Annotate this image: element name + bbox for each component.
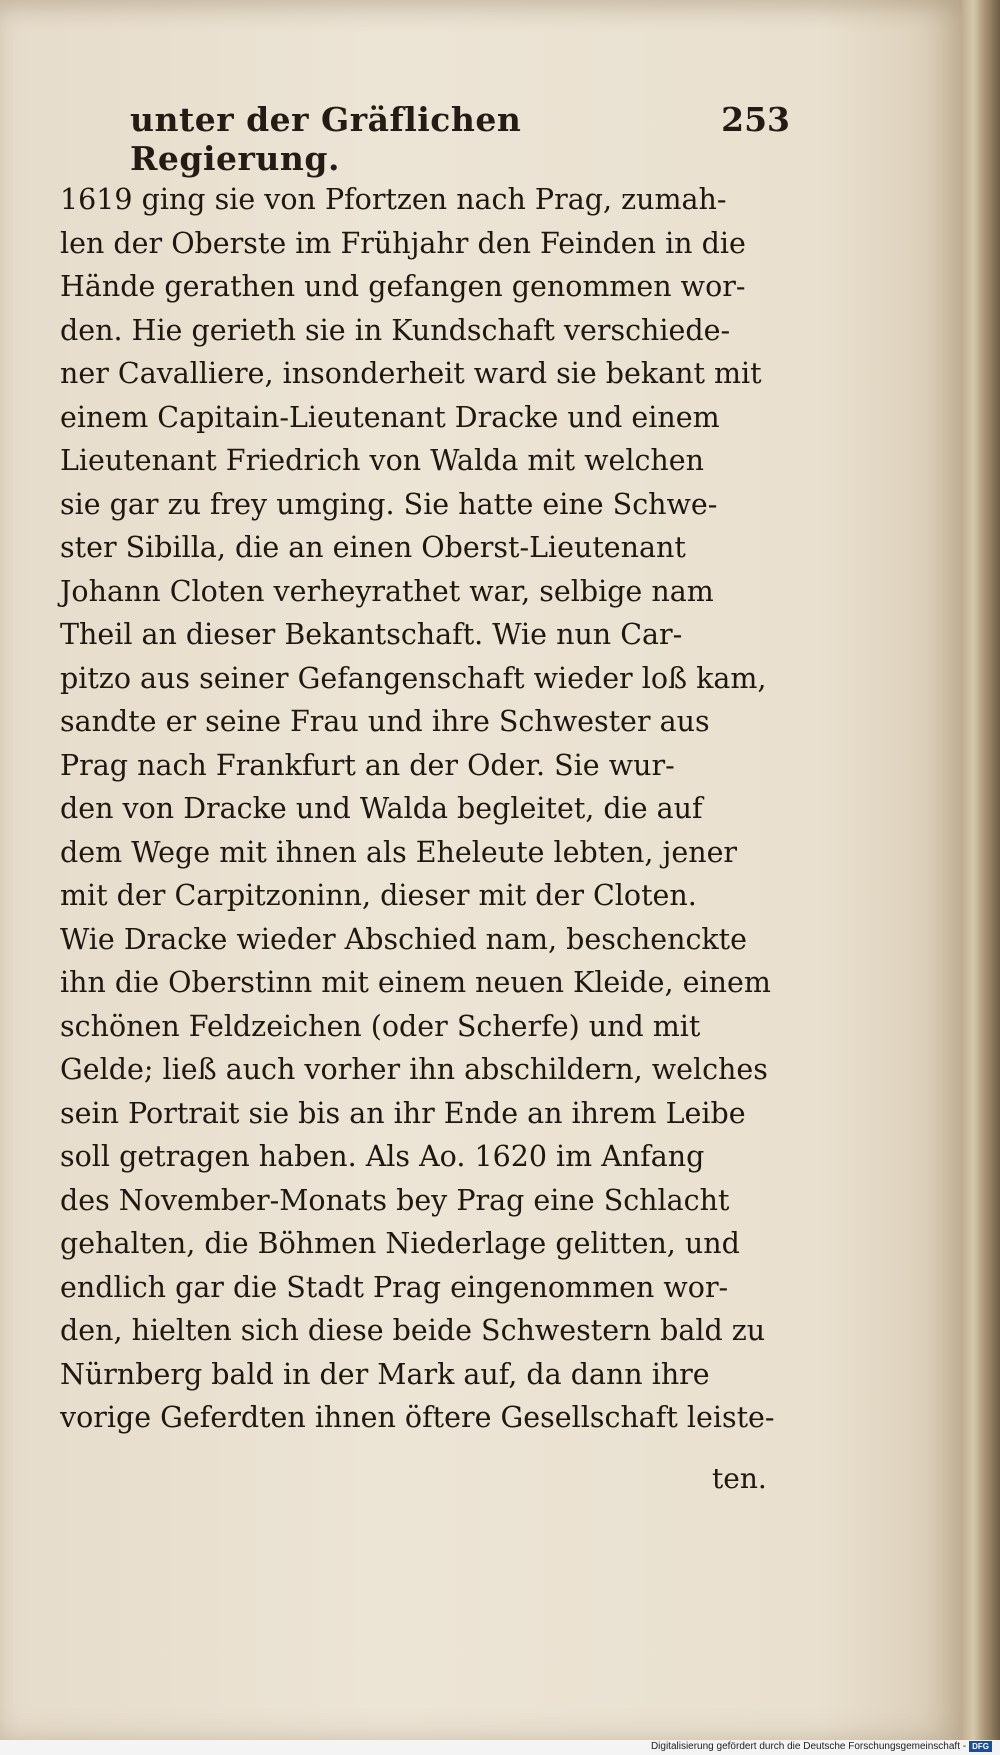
text-line: Prag nach Frankfurt an der Oder. Sie wur- (60, 748, 675, 782)
text-line: len der Oberste im Frühjahr den Feinden in die (60, 226, 746, 260)
text-line: mit der Carpitzoninn, dieser mit der Cloten. (60, 879, 697, 912)
page-number: 253 (721, 100, 790, 139)
text-line: ster Sibilla, die an einen Oberst-Lieutenant (60, 531, 686, 564)
text-line: ihn die Oberstinn mit einem neuen Kleide, einem (60, 966, 771, 999)
text-line: sie gar zu frey umging. Sie hatte eine Schwe- (60, 487, 718, 521)
text-line: Johann Cloten verheyrathet war, selbige nam (60, 574, 714, 608)
text-line: den. Hie gerieth sie in Kundschaft verschiede- (60, 313, 731, 347)
text-line: vorige Geferdten ihnen öftere Gesellschaft leiste- (60, 1401, 775, 1434)
text-line: Wie Dracke wieder Abschied nam, beschenckte (60, 922, 747, 956)
digitization-credit (651, 1741, 992, 1752)
text-line: des November-Monats bey Prag eine Schlacht (60, 1183, 730, 1217)
text-line: endlich gar die Stadt Prag eingenommen wor- (60, 1270, 729, 1304)
text-line: einem Capitain-Lieutenant Dracke und einem (60, 400, 720, 434)
body-text (60, 178, 820, 1440)
text-line: schönen Feldzeichen (oder Scherfe) und mit (60, 1009, 701, 1043)
text-line: gehalten, die Böhmen Niederlage gelitten, und (60, 1227, 740, 1260)
page-edge (962, 0, 1000, 1740)
dfg-logo: DFG (969, 1741, 992, 1752)
text-line: ner Cavalliere, insonderheit ward sie bekant mit (60, 357, 762, 390)
text-line: Hände gerathen und gefangen genommen wor- (60, 270, 746, 303)
text-line: dem Wege mit ihnen als Eheleute lebten, jener (60, 835, 738, 869)
text-line: sandte er seine Frau und ihre Schwester aus (60, 705, 710, 738)
text-line: Lieutenant Friedrich von Walda mit welchen (60, 444, 704, 477)
text-line: den von Dracke und Walda begleitet, die auf (60, 792, 703, 825)
text-line: 1619 ging sie von Pfortzen nach Prag, zumah- (60, 183, 727, 216)
running-title: unter der Gräflichen Regierung. (130, 100, 522, 178)
page-header (130, 100, 790, 178)
catchword: ten. (712, 1462, 767, 1495)
text-line: Gelde; ließ auch vorher ihn abschildern, welches (60, 1053, 768, 1086)
text-line: soll getragen haben. Als Ao. 1620 im Anfang (60, 1140, 705, 1173)
text-line: Nürnberg bald in der Mark auf, da dann ihre (60, 1357, 710, 1391)
text-line: Theil an dieser Bekantschaft. Wie nun Car- (60, 618, 683, 651)
text-line: pitzo aus seiner Gefangenschaft wieder loß kam, (60, 661, 767, 695)
credit-text: Digitalisierung gefördert durch die Deutsche Forschungsgemeinschaft - (650, 1741, 967, 1752)
text-line: den, hielten sich diese beide Schwestern bald zu (60, 1314, 766, 1347)
text-line: sein Portrait sie bis an ihr Ende an ihrem Leibe (60, 1096, 746, 1130)
